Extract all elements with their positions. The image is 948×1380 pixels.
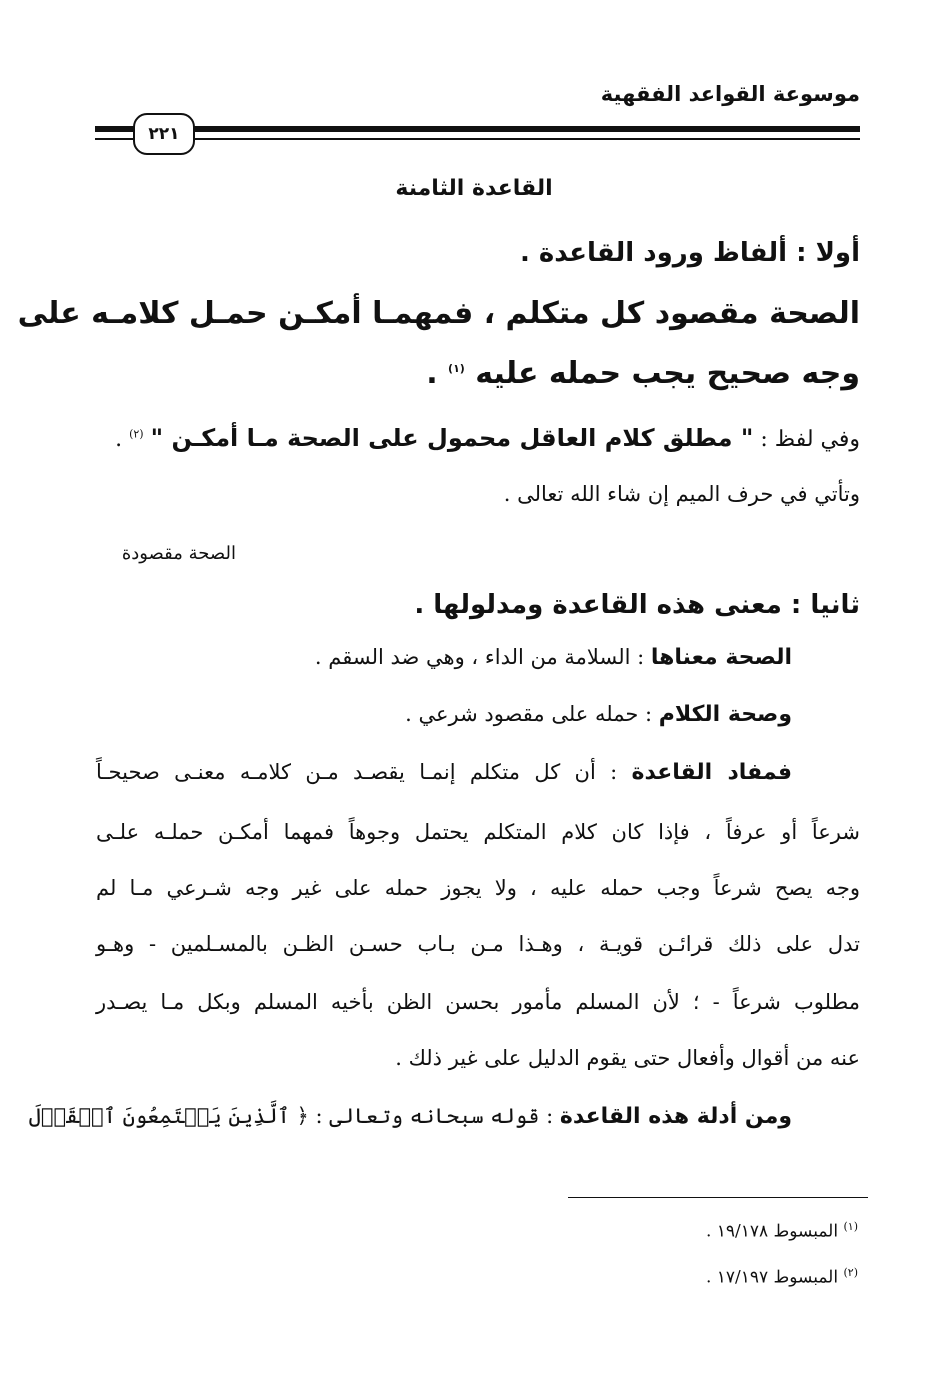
page-number: ٢٢١ — [133, 113, 195, 155]
proof-line — [28, 1104, 792, 1129]
proof-label: ومن أدلة هذه القاعدة — [559, 1104, 792, 1129]
mufad-label: فمفاد القاعدة — [631, 760, 792, 785]
paragraph-line-1: شرعاً أو عرفاً ، فإذا كان كلام المتكلم يحتمل وجوهاً فمهما أمكـن حملـه علـى — [96, 820, 860, 844]
rule-text-line-2 — [96, 356, 860, 391]
footnote-ref-2: (٢) — [129, 427, 144, 441]
side-note: الصحة مقصودة — [121, 543, 236, 564]
alternate-wording — [96, 424, 860, 452]
kalam-label: وصحة الكلام — [658, 702, 792, 727]
paragraph-line-5: عنه من أقوال وأفعال حتى يقوم الدليل على غير ذلك . — [395, 1046, 860, 1070]
footnote-1-text: المبسوط ١٩/١٧٨ . — [705, 1221, 844, 1242]
alternate-wording-label: وفي لفظ : — [753, 427, 860, 452]
footnote-ref-1: (١) — [448, 362, 465, 375]
header-rule-thick — [95, 126, 860, 132]
sihha-definition — [96, 645, 792, 670]
rule-text-line-1: الصحة مقصود كل متكلم ، فمهمـا أمكـن حمـل كلامـه على — [17, 296, 860, 331]
header-rule-thin — [95, 138, 860, 140]
first-heading: أولا : ألفاظ ورود القاعدة . — [519, 238, 860, 268]
footnote-1-mark: (١) — [843, 1220, 858, 1233]
meem-reference: وتأتي في حرف الميم إن شاء الله تعالى . — [503, 482, 860, 506]
running-title: موسوعة القواعد الفقهية — [600, 82, 860, 106]
paragraph-line-3: تدل على ذلك قرائـن قويـة ، وهـذا مـن بـاب حسـن الظـن بالمسـلمين - وهـو — [96, 932, 860, 956]
alternate-wording-end: . — [115, 427, 123, 452]
mufad-line — [96, 760, 792, 785]
proof-text: : قوله سبحانه وتعالى : ﴿ ٱلَّذِينَ يَسۡتَمِعُونَ ٱلۡقَوۡلَ — [28, 1104, 560, 1128]
rule-text-end: . — [426, 356, 438, 391]
footnote-2-mark: (٢) — [843, 1266, 858, 1279]
sihha-text: : السلامة من الداء ، وهي ضد السقم . — [314, 645, 651, 669]
footnote-2-text: المبسوط ١٧/١٩٧ . — [705, 1267, 844, 1288]
paragraph-line-4: مطلوب شرعاً - ؛ لأن المسلم مأمور بحسن الظن بأخيه المسلم وبكل مـا يصـدر — [96, 990, 860, 1014]
section-title: القاعدة الثامنة — [395, 176, 553, 201]
alternate-wording-text: " مطلق كلام العاقل محمول على الصحة مـا أمكـن " — [150, 424, 754, 452]
second-heading: ثانيا : معنى هذه القاعدة ومدلولها . — [414, 590, 860, 620]
paragraph-line-2: وجه يصح شرعاً وجب حمله عليه ، ولا يجوز حمله على غير وجه شـرعي مـا لم — [96, 876, 860, 900]
mufad-text: : أن كل متكلم إنمـا يقصـد مـن كلامـه معنـى صحيحـاً — [96, 760, 632, 784]
kalam-text: : حمله على مقصود شرعي . — [405, 702, 659, 726]
rule-text-line-2-text: وجه صحيح يجب حمله عليه — [475, 356, 860, 391]
sihha-label: الصحة معناها — [650, 645, 792, 670]
footnote-separator — [568, 1197, 868, 1198]
footnote-1 — [558, 1220, 858, 1242]
footnote-2 — [558, 1266, 858, 1288]
kalam-definition — [96, 702, 792, 727]
